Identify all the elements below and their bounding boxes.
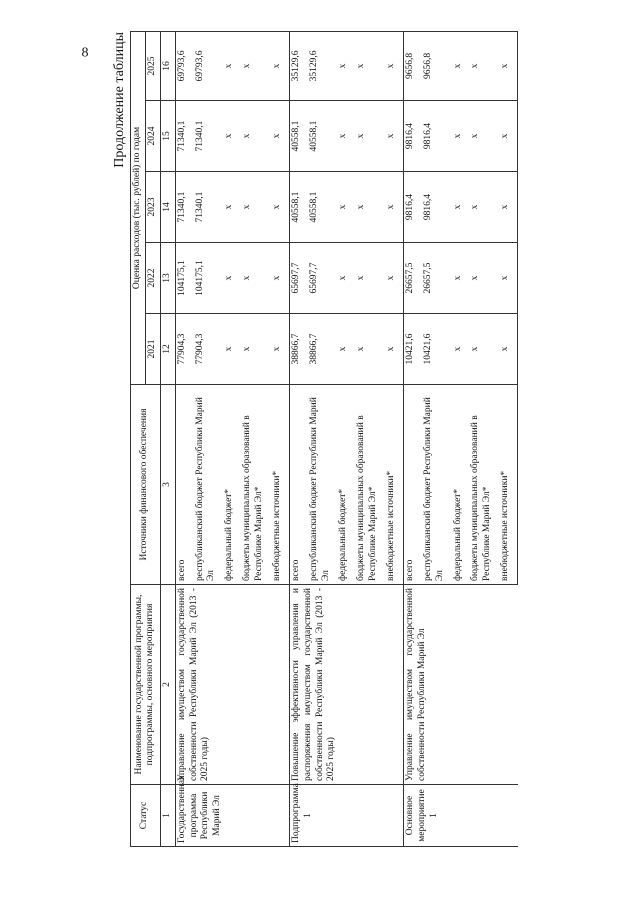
row-funding-source: федеральный бюджет* [337,385,355,585]
row-value: 40558,1 [308,101,338,172]
header-year: 2023 [145,172,160,243]
row-value: 9816,4 [403,101,421,172]
table-row [175,31,193,846]
row-funding-source: республиканский бюджет Республики Марий Эл [194,385,224,585]
row-value: х [223,101,241,172]
column-number: 2 [160,585,175,785]
row-status: Государственная программа Республики Марий Эл [175,785,289,847]
row-value: 10421,6 [422,314,452,385]
row-value: х [271,314,289,385]
row-value: х [469,101,499,172]
row-value: х [337,101,355,172]
table-body [175,31,517,846]
row-value: 104175,1 [175,243,193,314]
row-value: 65697,7 [308,243,338,314]
row-program-name: Управление имуществом государственной собственности Республики Марий Эл [403,585,517,785]
header-year: 2024 [145,101,160,172]
row-value: х [452,243,470,314]
row-value: х [241,243,271,314]
header-status: Статус [131,785,161,847]
row-value: х [337,314,355,385]
row-value: х [452,101,470,172]
header-year: 2021 [145,314,160,385]
row-funding-source: всего [289,385,307,585]
row-value: х [271,172,289,243]
row-value: 35129,6 [308,31,338,100]
row-value: х [469,172,499,243]
column-number: 3 [160,385,175,585]
column-number: 13 [160,243,175,314]
row-value: 69793,6 [194,31,224,100]
continuation-label: Продолжение таблицы [112,32,127,168]
row-value: 26657,5 [403,243,421,314]
row-value: х [469,314,499,385]
row-value: 9816,4 [422,101,452,172]
row-value: х [355,243,385,314]
row-value: 40558,1 [289,172,307,243]
header-estimate: Оценка расходов (тыс. рублей) по годам [131,31,146,384]
row-value: 77904,3 [194,314,224,385]
table-row [289,31,307,846]
row-value: х [337,31,355,100]
row-status: Подпрограмма 1 [289,785,403,847]
row-value: х [271,101,289,172]
row-funding-source: внебюджетные источники* [271,385,289,585]
row-value: х [452,31,470,100]
row-value: 26657,5 [422,243,452,314]
row-value: х [499,314,517,385]
row-value: 71340,1 [194,172,224,243]
row-value: 9656,8 [403,31,421,100]
row-funding-source: внебюджетные источники* [499,385,517,585]
row-value: х [223,243,241,314]
row-funding-source: бюджеты муниципальных образований в Республике Марий Эл* [469,385,499,585]
row-status: Основное мероприятие 1 [403,785,517,847]
row-value: х [223,314,241,385]
row-value: х [271,243,289,314]
row-value: х [385,314,403,385]
row-value: х [385,172,403,243]
row-value: 38866,7 [308,314,338,385]
row-value: х [385,243,403,314]
row-funding-source: бюджеты муниципальных образований в Республике Марий Эл* [241,385,271,585]
row-value: х [499,243,517,314]
column-number: 14 [160,172,175,243]
row-program-name: Управление имуществом государственной собственности Республики Марий Эл (2013 - 2025 годы) [175,585,289,785]
row-value: х [241,172,271,243]
row-value: х [385,31,403,100]
row-funding-source: федеральный бюджет* [452,385,470,585]
row-value: х [499,172,517,243]
row-value: х [355,101,385,172]
row-value: 38866,7 [289,314,307,385]
row-value: х [355,172,385,243]
header-sources: Источники финансового обеспечения [131,385,161,585]
row-value: 69793,6 [175,31,193,100]
column-number: 12 [160,314,175,385]
row-value: 9816,4 [422,172,452,243]
row-value: 71340,1 [175,172,193,243]
row-value: х [337,243,355,314]
row-value: х [355,314,385,385]
row-funding-source: федеральный бюджет* [223,385,241,585]
row-value: 9816,4 [403,172,421,243]
row-value: 35129,6 [289,31,307,100]
row-value: х [271,31,289,100]
row-funding-source: республиканский бюджет Республики Марий Эл [308,385,338,585]
table-row [403,31,421,846]
row-value: 104175,1 [194,243,224,314]
row-value: х [241,31,271,100]
row-funding-source: бюджеты муниципальных образований в Республике Марий Эл* [355,385,385,585]
header-year: 2022 [145,243,160,314]
row-value: 10421,6 [403,314,421,385]
row-value: 65697,7 [289,243,307,314]
column-number: 16 [160,31,175,100]
header-year: 2025 [145,31,160,100]
budget-table [130,31,518,847]
row-funding-source: внебюджетные источники* [385,385,403,585]
row-value: х [499,101,517,172]
row-value: х [452,172,470,243]
row-value: х [469,243,499,314]
row-value: х [241,101,271,172]
row-funding-source: всего [175,385,193,585]
header-name: Наименование государственной программы, подпрограммы, основного мероприятия [131,585,161,785]
row-program-name: Повышение эффективности управления и распоряжения имуществом государственной собственности Республики Марий Эл (2013 - 2025 годы) [289,585,403,785]
row-value: х [499,31,517,100]
row-value: 71340,1 [175,101,193,172]
page-number: 8 [81,45,89,61]
row-value: 40558,1 [289,101,307,172]
row-value: 40558,1 [308,172,338,243]
row-value: х [223,172,241,243]
row-value: 9656,8 [422,31,452,100]
row-value: 77904,3 [175,314,193,385]
column-number: 15 [160,101,175,172]
row-funding-source: всего [403,385,421,585]
row-value: х [469,31,499,100]
column-number: 1 [160,785,175,847]
row-value: х [355,31,385,100]
row-value: х [337,172,355,243]
row-value: х [241,314,271,385]
row-value: х [385,101,403,172]
row-value: х [223,31,241,100]
row-funding-source: республиканский бюджет Республики Марий Эл [422,385,452,585]
row-value: 71340,1 [194,101,224,172]
row-value: х [452,314,470,385]
